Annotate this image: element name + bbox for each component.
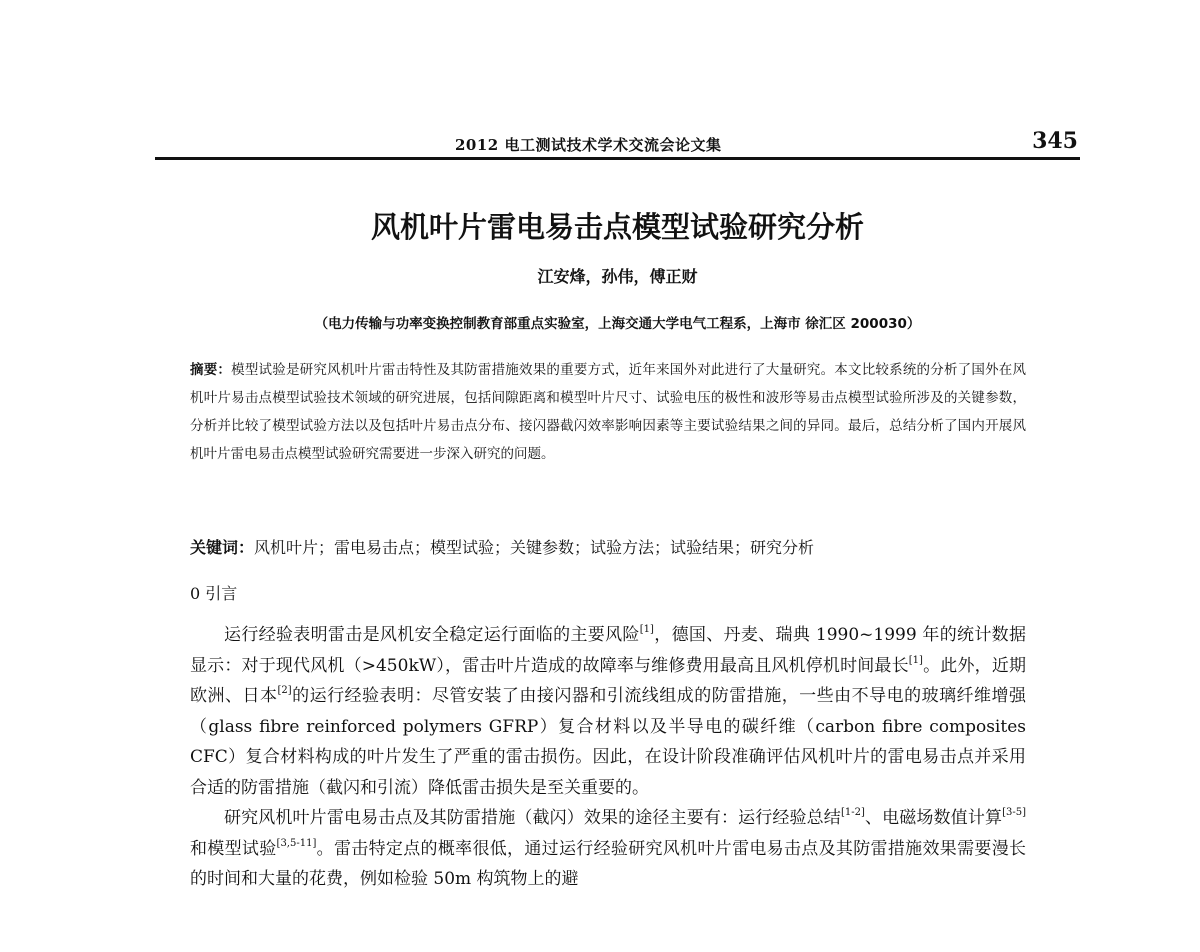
- paragraph-text: 研究风机叶片雷电易击点及其防雷措施（截闪）效果的途径主要有：运行经验总结: [224, 808, 841, 828]
- abstract-label: 摘要：: [190, 362, 232, 378]
- citation: [3-5]: [1002, 807, 1027, 818]
- citation: [1]: [908, 654, 923, 666]
- paper-title: 风机叶片雷电易击点模型试验研究分析: [370, 210, 864, 244]
- paper-authors: 江安烽，孙伟，傅正财: [537, 267, 698, 286]
- paragraph-text: 运行经验表明雷击是风机安全稳定运行面临的主要风险: [224, 625, 640, 645]
- citation: [2]: [277, 685, 292, 696]
- paragraph: [190, 803, 1026, 895]
- abstract: [190, 356, 1026, 468]
- paragraph-text: 和模型试验: [190, 838, 277, 859]
- keywords: [190, 534, 1026, 562]
- paragraph-text: 。雷击特定点的概率很低，通过运行经验研究风机叶片雷电易击点及其防雷措施效果需要漫长的时间和大量的花费，例如检验 50m 构筑物上的避: [190, 838, 1027, 889]
- running-header: [155, 128, 1080, 158]
- paragraph: [190, 620, 1026, 803]
- paragraph-text: 的运行经验表明：尽管安装了由接闪器和引流线组成的防雷措施，一些由不导电的玻璃纤维增强（glass fibre reinforced polymers GFRP）复合材料以及半导电的碳纤维（carbon fibre composites CFC）复合材料构成的叶片发生了严重的雷击损伤。因此，在设计阶段准确评估风机叶片的雷电易击点并采用合适的防雷措施（截闪和引流）降低雷击损失是至关重要的。: [190, 686, 1027, 798]
- abstract-text: 模型试验是研究风机叶片雷击特性及其防雷措施效果的重要方式，近年来国外对此进行了大量研究。本文比较系统的分析了国外在风机叶片易击点模型试验技术领域的研究进展，包括间隙距离和模型叶片尺寸、试验电压的极性和波形等易击点模型试验所涉及的关键参数，分析并比较了模型试验方法以及包括叶片易击点分布、接闪器截闪效率影响因素等主要试验结果之间的异同。最后，总结分析了国内开展风机叶片雷电易击点模型试验研究需要进一步深入研究的问题。: [190, 362, 1026, 462]
- page-number: 345: [1032, 128, 1078, 154]
- paragraph-text: ，德国、丹麦、瑞典 1990~1999 年的统计数据显示：对于现代风机（>450kW），雷击叶片造成的故障率与维修费用最高且风机停机时间最长: [190, 625, 1026, 676]
- header-rule: [155, 157, 1080, 160]
- citation: [1]: [639, 624, 654, 635]
- paragraph-text: 、电磁场数值计算: [864, 808, 1003, 828]
- running-title: 2012 电工测试技术学术交流会论文集: [455, 136, 722, 154]
- keywords-label: 关键词：: [190, 538, 255, 557]
- citation: [3,5-11]: [276, 837, 317, 849]
- citation: [1-2]: [840, 807, 865, 818]
- keywords-text: 风机叶片；雷电易击点；模型试验；关键参数；试验方法；试验结果；研究分析: [254, 538, 815, 557]
- section-heading: 0 引言: [190, 584, 238, 603]
- paragraph-text: 。此外，近期欧洲、日本: [190, 655, 1027, 706]
- body-text: [190, 620, 1026, 895]
- paper-affiliation: （电力传输与功率变换控制教育部重点实验室，上海交通大学电气工程系，上海市 徐汇区 200030）: [314, 316, 921, 332]
